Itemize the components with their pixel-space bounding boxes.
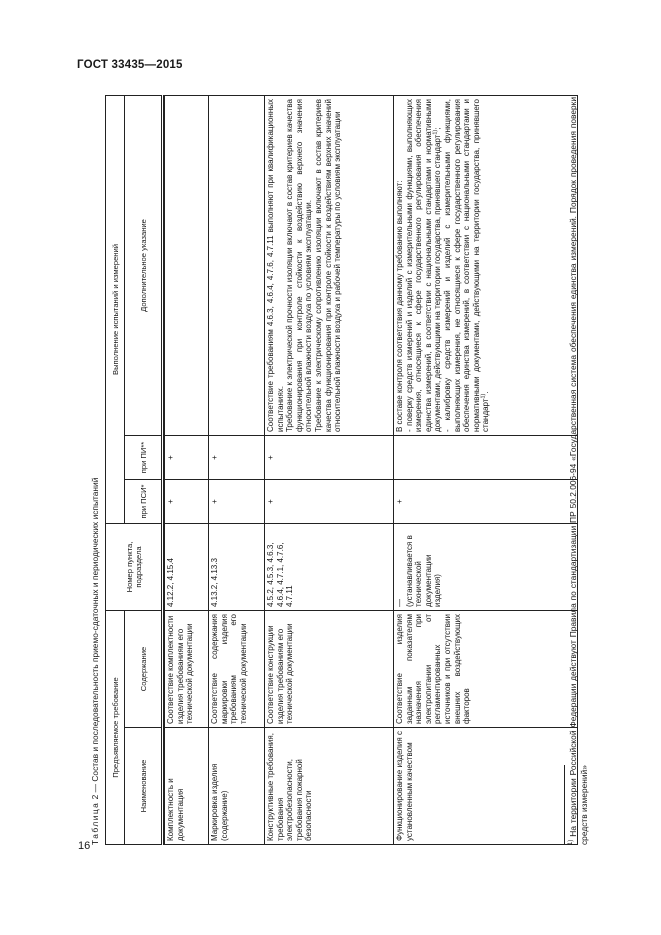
row-psi: +	[209, 480, 265, 524]
row-psi: +	[265, 480, 394, 524]
row-note	[165, 96, 209, 436]
rotated-table-area	[90, 95, 650, 845]
document-header: ГОСТ 33435—2015	[77, 59, 183, 71]
row-name: Конструктивные требования, требования электробезопасности, требования пожарной безопасности	[265, 728, 394, 845]
note-paragraph: Требование к электрическому сопротивлению изоляции включают в состав критериев качества функционирования при контроле стойкости к воздействиям верхних значений относительной влажности воздуха и рабочей температуры по условиям эксплуатации	[313, 99, 343, 432]
note-intro: В составе контроля соответствия данному требованию выполняют:	[395, 180, 404, 432]
row-pi: +	[165, 436, 209, 480]
row-content: Соответствие комплектности изделия требованиям его технической документации	[165, 611, 209, 728]
note-item: - поверку средств измерений и изделий с измерительными функциями, выполняющих измерения, относящиеся к сфере государственного регулирования обеспечения единства измерений, в соответствии с национальными стандартами и нормативными документами, действующими на территории государства, принявшего стандарт$^{1)}$;	[404, 99, 443, 432]
footnote	[568, 97, 590, 845]
note-paragraph: Соответствие требованиям 4.6.3, 4.6.4, 4.7.6, 4.7.11 выполняют при квалификационных испытаниях.	[266, 99, 285, 432]
header-clause: Номер пункта, подраздела	[106, 524, 163, 611]
row-name: Маркировка изделия (содержание)	[209, 728, 265, 845]
row-pi	[394, 436, 578, 480]
row-pi: +	[209, 436, 265, 480]
footnote-ref: 1)	[480, 393, 487, 399]
footnote-separator	[564, 765, 565, 845]
header-pi: при ПИ**	[125, 436, 163, 480]
note-item: - калибровку средств измерений и изделий с измерительными функциями, выполняющих измерения, не относящиеся к сфере государственного регулирования обеспечения единства измерений, в соответствии с национальными стандартами и нормативными документами, действующими на территории государства, принявшего стандарт$^{1)}$.	[442, 99, 491, 432]
row-content: Соответствие конструкции изделия требованиям его технической документации	[265, 611, 394, 728]
footnote-ref: 1)	[432, 129, 439, 135]
row-name: Функционирование изделия с установленным качеством	[394, 728, 578, 845]
row-clause: 4.12.2, 4.15.4	[165, 524, 209, 611]
row-content: Соответствие изделия заданным показателям назначения при электропитании от регламентированных источников и при отсутствии внешних воздействующих факторов	[394, 611, 578, 728]
row-note	[394, 96, 578, 436]
table-row	[394, 96, 578, 845]
table-row	[265, 96, 394, 845]
table-caption-label: Таблица	[90, 801, 100, 845]
header-execution: Выполнение испытаний и измерений	[106, 96, 125, 524]
footnote-mark: 1)	[568, 839, 575, 845]
row-clause: 4.5.2, 4.5.3, 4.6.3, 4.6.4, 4.7.1, 4.7.6, 4.7.11	[265, 524, 394, 611]
header-additional: Дополнительное указание	[125, 96, 163, 436]
header-requirement: Предъявляемое требование	[106, 611, 125, 845]
row-psi: +	[394, 480, 578, 524]
row-name: Комплектность и документация	[165, 728, 209, 845]
row-psi: +	[165, 480, 209, 524]
header-content: Содержание	[125, 611, 163, 728]
table-row	[209, 96, 265, 845]
header-psi: при ПСИ*	[125, 480, 163, 524]
table-row	[165, 96, 209, 845]
row-note	[265, 96, 394, 436]
header-name: Наименование	[125, 728, 163, 845]
footnote-text: На территории Российской Федерации действуют Правила по стандартизации ПР 50.2.006-94 «Государственная система обеспечения единства измерений. Порядок проведения поверки средств измерений»	[568, 97, 589, 845]
clause-text: (устанавливается в технической документации изделия)	[404, 535, 443, 607]
tests-table	[105, 95, 578, 845]
clause-dash: —	[395, 599, 404, 607]
table-caption	[90, 95, 100, 845]
note-item-text: - калибровку средств измерений и изделий с измерительными функциями, выполняющих измерения, не относящиеся к сфере государственного регулирования обеспечения единства измерений, в соответствии с национальными стандартами и нормативными документами, действующими на территории государства, принявшего стандарт	[442, 99, 491, 432]
table-caption-text: 2 — Состав и последовательность приемо-сдаточных и периодических испытаний	[90, 477, 100, 800]
row-content: Соответствие содержания маркировки изделия требованиям его технической документации	[209, 611, 265, 728]
row-clause: 4.13.2, 4.13.3	[209, 524, 265, 611]
table-header-row	[125, 96, 134, 845]
note-item-text: - поверку средств измерений и изделий с измерительными функциями, выполняющих измерения, относящиеся к сфере государственного регулирования обеспечения единства измерений, в соответствии с национальными стандартами и нормативными документами, действующими на территории государства, принявшего стандарт	[404, 99, 443, 432]
page-number: 16	[78, 840, 91, 852]
row-note	[209, 96, 265, 436]
note-paragraph: Требование к электрической прочности изоляции включают в состав критериев качества функционирования при контроле стойкости к воздействию верхнего значения относительной влажности воздуха по условиям эксплуатации.	[285, 99, 314, 432]
row-pi: +	[265, 436, 394, 480]
row-clause	[394, 524, 578, 611]
table-header-row	[106, 96, 125, 845]
